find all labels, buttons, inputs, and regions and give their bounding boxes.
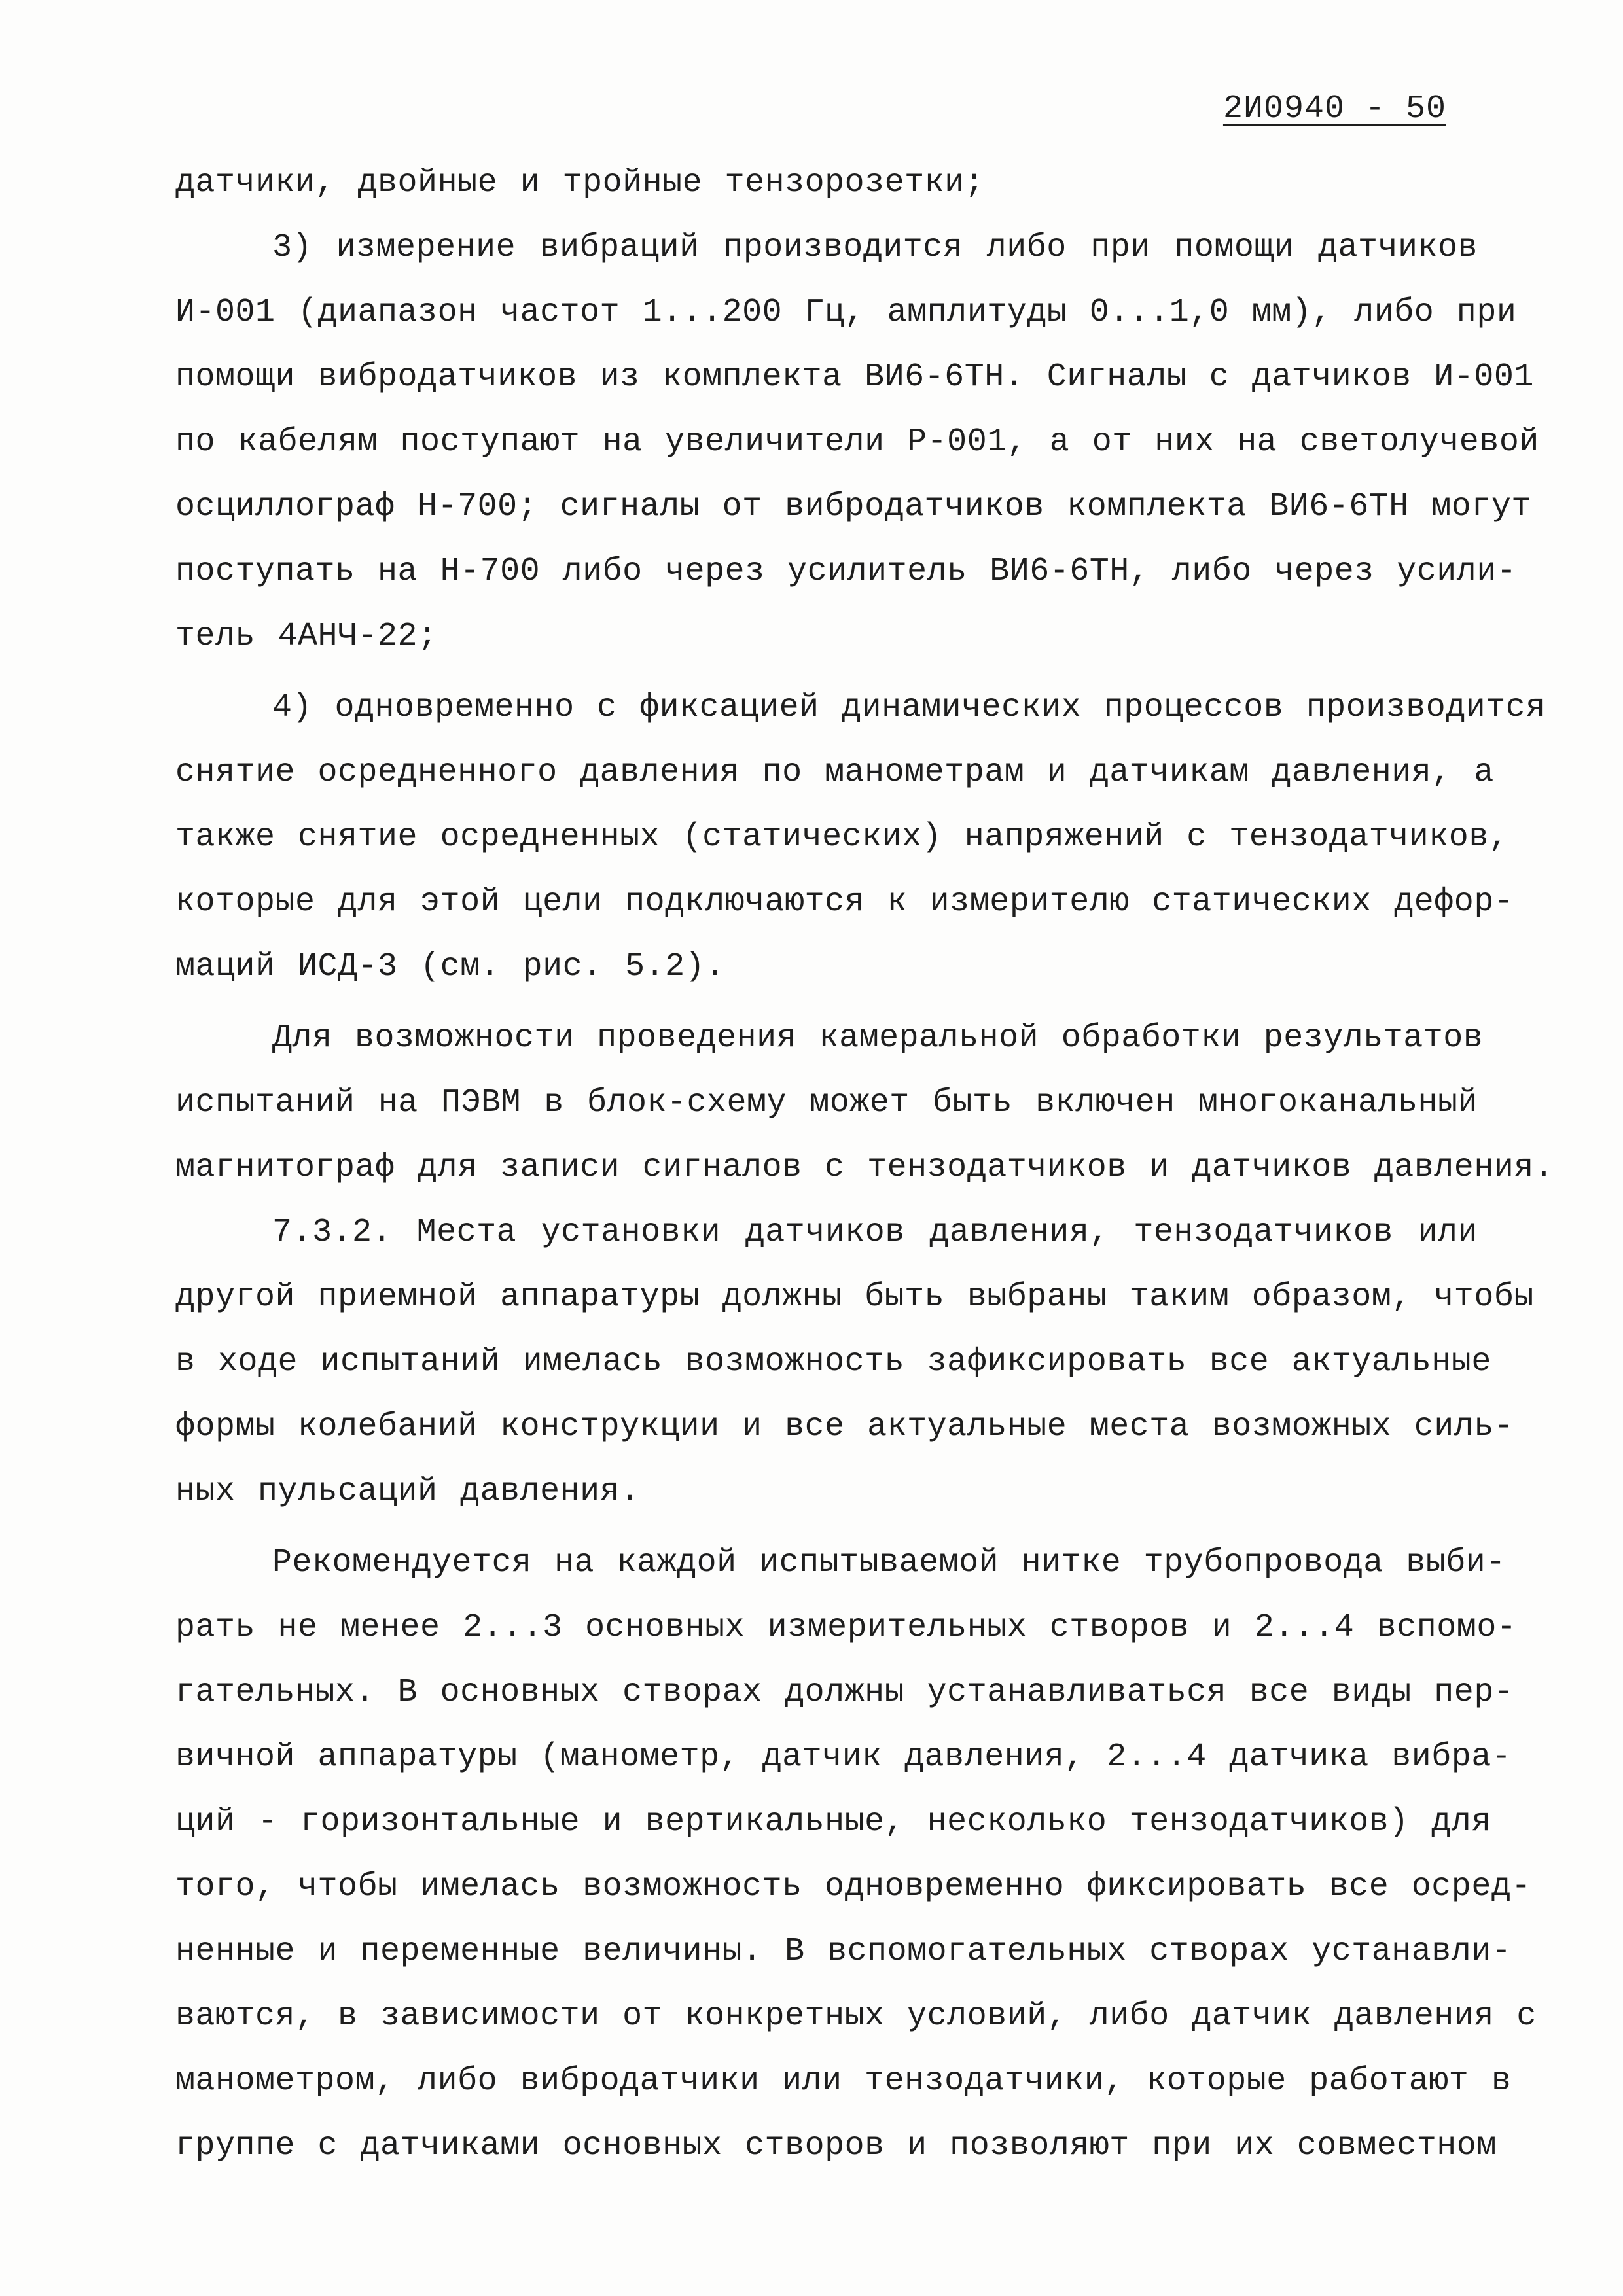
text-line: ций - горизонтальные и вертикальные, несколько тензодатчиков) для <box>175 1803 1491 1841</box>
text-line: маций ИСД-3 (см. рис. 5.2). <box>175 948 725 985</box>
text-line: магнитограф для записи сигналов с тензодатчиков и датчиков давления. <box>175 1149 1554 1186</box>
text-line: ненные и переменные величины. В вспомогательных створах устанавли- <box>175 1933 1512 1970</box>
text-line: группе с датчиками основных створов и позволяют при их совместном <box>175 2127 1497 2164</box>
text-line: по кабелям поступают на увеличители Р-001, а от них на светолучевой <box>175 423 1539 461</box>
text-line: датчики, двойные и тройные тензорозетки; <box>175 164 985 202</box>
text-line: гательных. В основных створах должны устанавливаться все виды пер- <box>175 1674 1514 1711</box>
page-header <box>1223 90 1446 128</box>
text-line: снятие осредненного давления по манометрам и датчикам давления, а <box>175 754 1494 791</box>
text-line: того, чтобы имелась возможность одновременно фиксировать все осред- <box>175 1868 1531 1905</box>
text-line: также снятие осредненных (статических) напряжений с тензодатчиков, <box>175 819 1509 856</box>
document-code: 2И0940 - 50 <box>1222 90 1446 128</box>
text-line: ных пульсаций давления. <box>175 1473 640 1510</box>
text-line: 4) одновременно с фиксацией динамических процессов производится <box>272 689 1546 726</box>
text-line: тель 4АНЧ-22; <box>175 618 438 655</box>
text-line: в ходе испытаний имелась возможность зафиксировать все актуальные <box>175 1343 1491 1381</box>
text-line: рать не менее 2...3 основных измерительных створов и 2...4 вспомо- <box>175 1609 1517 1646</box>
text-line: 7.3.2. Места установки датчиков давления, тензодатчиков или <box>272 1214 1478 1251</box>
text-line: другой приемной аппаратуры должны быть выбраны таким образом, чтобы <box>175 1279 1534 1316</box>
text-line: ваются, в зависимости от конкретных условий, либо датчик давления с <box>175 1998 1537 2035</box>
text-line: 3) измерение вибраций производится либо при помощи датчиков <box>272 229 1478 266</box>
text-line: осциллограф Н-700; сигналы от вибродатчиков комплекта ВИ6-6ТН могут <box>175 488 1531 525</box>
text-line: Рекомендуется на каждой испытываемой нитке трубопровода выби- <box>272 1544 1506 1581</box>
text-line: поступать на Н-700 либо через усилитель ВИ6-6ТН, либо через усили- <box>175 553 1517 590</box>
text-line: вичной аппаратуры (манометр, датчик давления, 2...4 датчика вибра- <box>175 1739 1512 1776</box>
text-line: формы колебаний конструкции и все актуальные места возможных силь- <box>175 1408 1514 1445</box>
text-line: испытаний на ПЭВМ в блок-схему может быть включен многоканальный <box>175 1084 1478 1122</box>
text-line: манометром, либо вибродатчики или тензодатчики, которые работают в <box>175 2062 1512 2100</box>
text-line: помощи вибродатчиков из комплекта ВИ6-6ТН. Сигналы с датчиков И-001 <box>175 359 1534 396</box>
text-line: И-001 (диапазон частот 1...200 Гц, амплитуды 0...1,0 мм), либо при <box>175 294 1517 331</box>
text-line: которые для этой цели подключаются к измерителю статических дефор- <box>175 883 1514 921</box>
body-text <box>175 150 1554 2178</box>
text-line: Для возможности проведения камеральной обработки результатов <box>272 1019 1484 1057</box>
